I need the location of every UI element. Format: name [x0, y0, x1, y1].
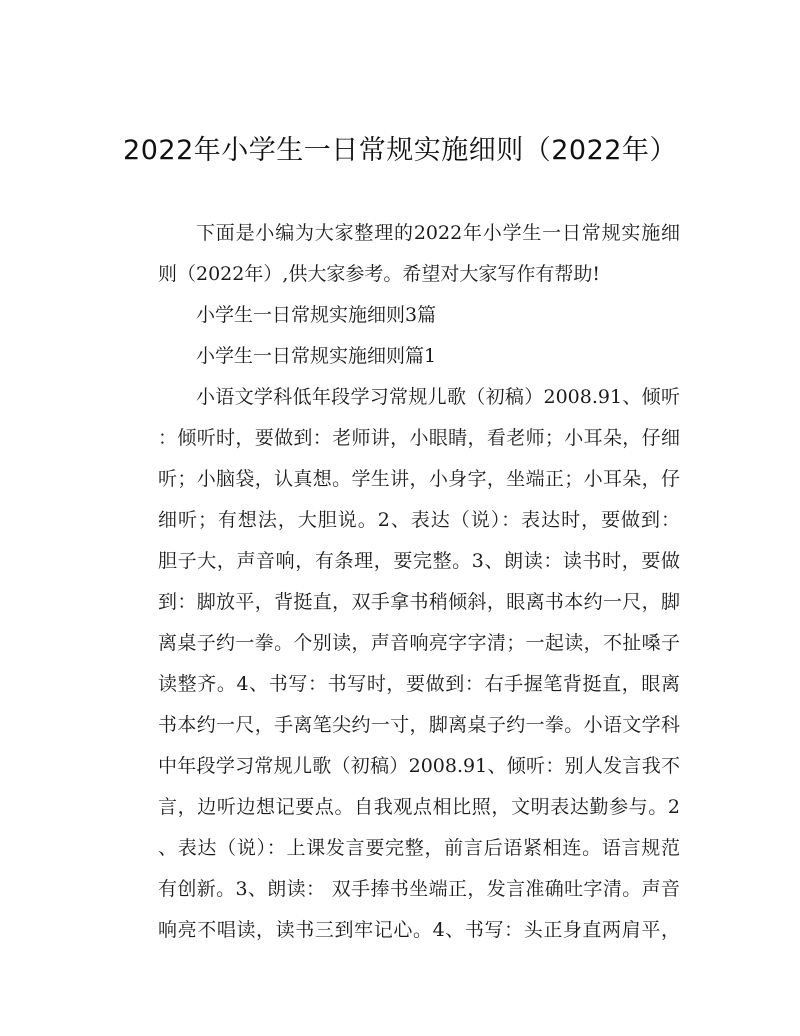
section-heading-collection	[120, 295, 680, 336]
heading-line: 小学生一日常规实施细则篇1	[196, 345, 437, 367]
body-line: 听；小脑袋，认真想。学生讲，小身字，坐端正；小耳朵，仔	[158, 468, 680, 490]
intro-paragraph	[120, 213, 680, 295]
body-line: 、表达（说）：上课发言要完整，前言后语紧相连。语言规范	[158, 837, 680, 859]
body-line: 书本约一尺，手离笔尖约一寸，脚离桌子约一拳。小语文学科	[158, 714, 680, 736]
document-title: 2022年小学生一日常规实施细则（2022年）	[123, 135, 677, 166]
body-line: 细听；有想法，大胆说。2、表达（说）：表达时，要做到：	[158, 509, 680, 531]
body-paragraph	[120, 377, 680, 951]
heading-line: 小学生一日常规实施细则3篇	[196, 304, 437, 326]
body-line: 读整齐。4、书写：书写时，要做到：右手握笔背挺直，眼离	[158, 673, 680, 695]
section-heading-part1	[120, 336, 680, 377]
body-line: ：倾听时，要做到：老师讲，小眼睛，看老师；小耳朵，仔细	[158, 427, 680, 449]
intro-line: 下面是小编为大家整理的2022年小学生一日常规实施细	[196, 222, 680, 244]
body-line: 小语文学科低年段学习常规儿歌（初稿）2008.91、倾听	[196, 386, 680, 408]
body-line: 离桌子约一拳。个别读，声音响亮字字清；一起读，不扯嗓子	[158, 632, 680, 654]
body-line: 响亮不唱读，读书三到牢记心。4、书写：头正身直两肩平，	[158, 919, 680, 941]
body-line: 胆子大，声音响，有条理，要完整。3、朗读：读书时，要做	[158, 550, 680, 572]
document-body	[120, 213, 680, 951]
body-line: 有创新。3、朗读： 双手捧书坐端正，发言准确吐字清。声音	[158, 878, 680, 900]
body-line: 到：脚放平，背挺直，双手拿书稍倾斜，眼离书本约一尺，脚	[158, 591, 680, 613]
intro-line: 则（2022年）,供大家参考。希望对大家写作有帮助!	[158, 263, 601, 285]
body-line: 言，边听边想记要点。自我观点相比照，文明表达勤参与。2	[158, 796, 680, 818]
body-line: 中年段学习常规儿歌（初稿）2008.91、倾听：别人发言我不	[158, 755, 680, 777]
